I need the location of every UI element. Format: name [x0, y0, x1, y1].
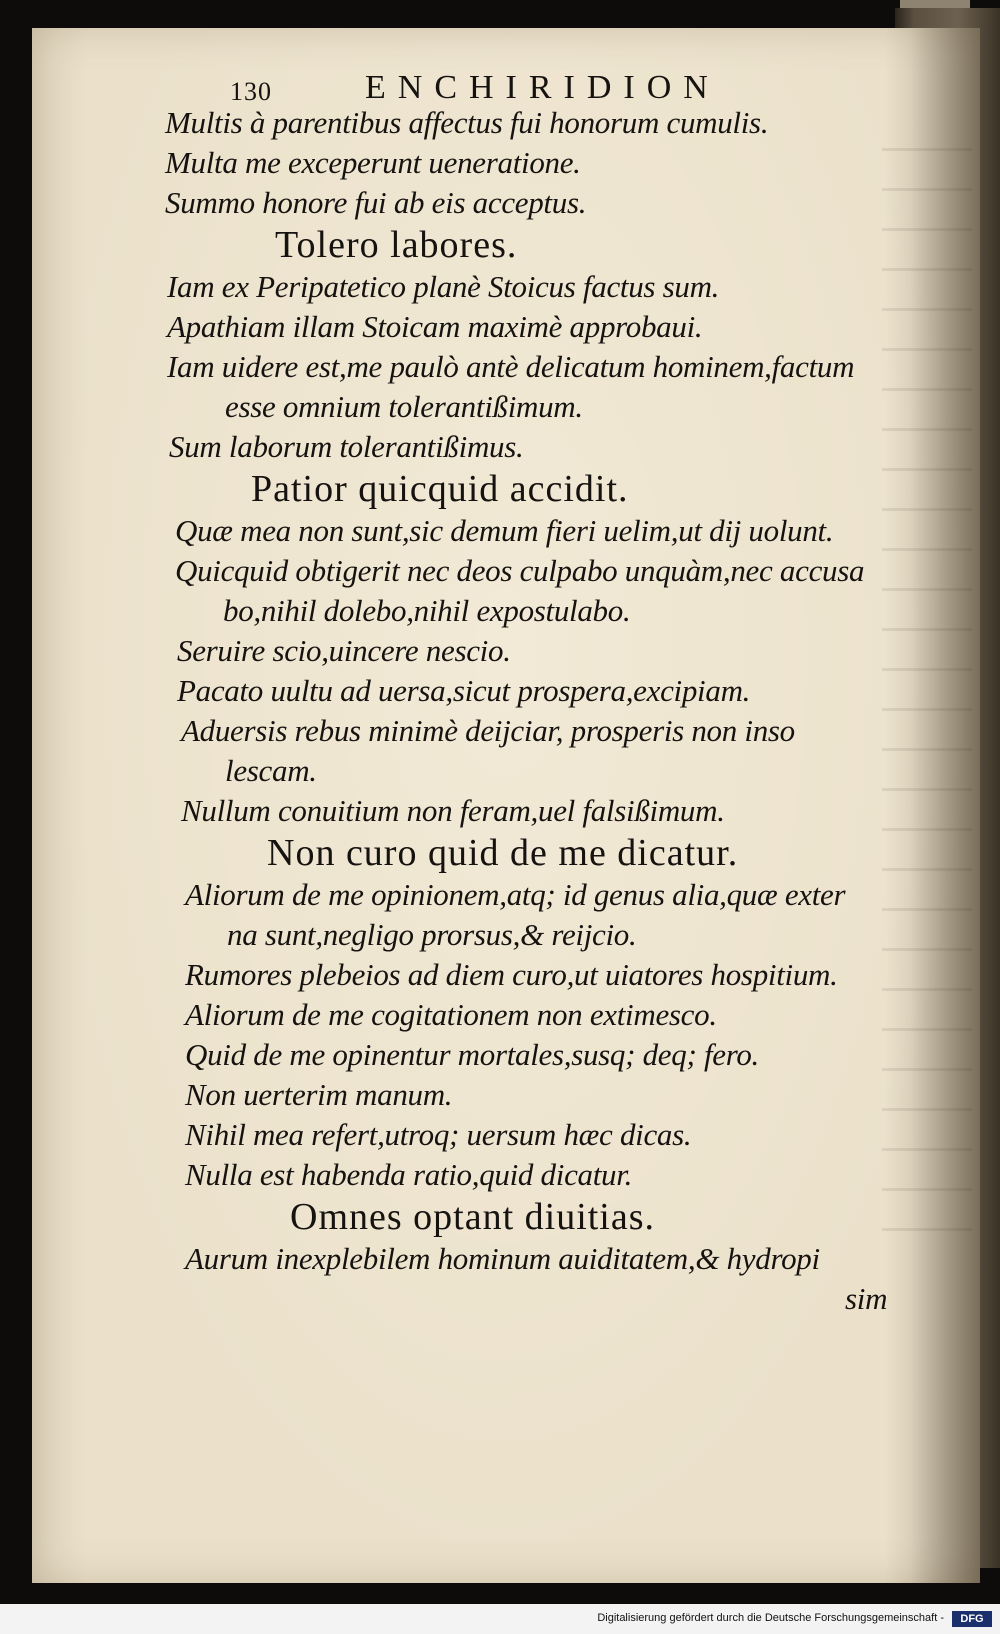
text-line: Iam uidere est,me paulò antè delicatum hominem,factum [167, 349, 855, 384]
section-heading: Non curo quid de me dicatur. [267, 832, 739, 874]
footer-bar [0, 1604, 1000, 1634]
text-line: Aurum inexplebilem hominum auiditatem,& hydropi [185, 1241, 820, 1276]
page-number: 130 [230, 77, 272, 106]
text-line: Sum laborum tolerantißimus. [169, 429, 524, 464]
text-line: Quid de me opinentur mortales,susq; deq; fero. [185, 1037, 759, 1072]
section-heading: Patior quicquid accidit. [251, 468, 629, 510]
section-heading: Omnes optant diuitias. [290, 1196, 656, 1238]
dfg-logo-icon: DFG [952, 1611, 992, 1627]
text-line: Aduersis rebus minimè deijciar, prosperis non inso [181, 713, 795, 748]
text-line: Apathiam illam Stoicam maximè approbaui. [167, 309, 703, 344]
text-line: Nulla est habenda ratio,quid dicatur. [185, 1157, 633, 1192]
section-heading: Tolero labores. [275, 224, 518, 266]
text-line: lescam. [225, 753, 317, 788]
text-line: Multa me exceperunt ueneratione. [165, 145, 581, 180]
text-line: Nullum conuitium non feram,uel falsißimum. [181, 793, 725, 828]
text-line: bo,nihil dolebo,nihil expostulabo. [223, 593, 631, 628]
running-title: ENCHIRIDION [365, 69, 720, 106]
text-line: Aliorum de me cogitationem non extimesco. [185, 997, 717, 1032]
text-line: sim [845, 1281, 888, 1316]
text-line: Aliorum de me opinionem,atq; id genus alia,quæ exter [185, 877, 846, 912]
text-line: Multis à parentibus affectus fui honorum cumulis. [165, 105, 769, 140]
text-line: na sunt,negligo prorsus,& reijcio. [227, 917, 637, 952]
text-line: Summo honore fui ab eis acceptus. [165, 185, 587, 220]
text-line: Quæ mea non sunt,sic demum fieri uelim,ut dij uolunt. [175, 513, 834, 548]
funding-credit: Digitalisierung gefördert durch die Deutsche Forschungsgemeinschaft - [597, 1612, 944, 1624]
text-line: Pacato uultu ad uersa,sicut prospera,excipiam. [177, 673, 751, 708]
running-head [155, 55, 915, 106]
text-line: Quicquid obtigerit nec deos culpabo unquàm,nec accusa [175, 553, 865, 588]
text-line: esse omnium tolerantißimum. [225, 389, 583, 424]
text-line: Iam ex Peripatetico planè Stoicus factus sum. [167, 269, 720, 304]
text-line: Seruire scio,uincere nescio. [177, 633, 511, 668]
text-line: Nihil mea refert,utroq; uersum hæc dicas. [185, 1117, 692, 1152]
text-line: Non uerterim manum. [185, 1077, 453, 1112]
text-line: Rumores plebeios ad diem curo,ut uiatores hospitium. [185, 957, 838, 992]
page-text [155, 55, 915, 1319]
